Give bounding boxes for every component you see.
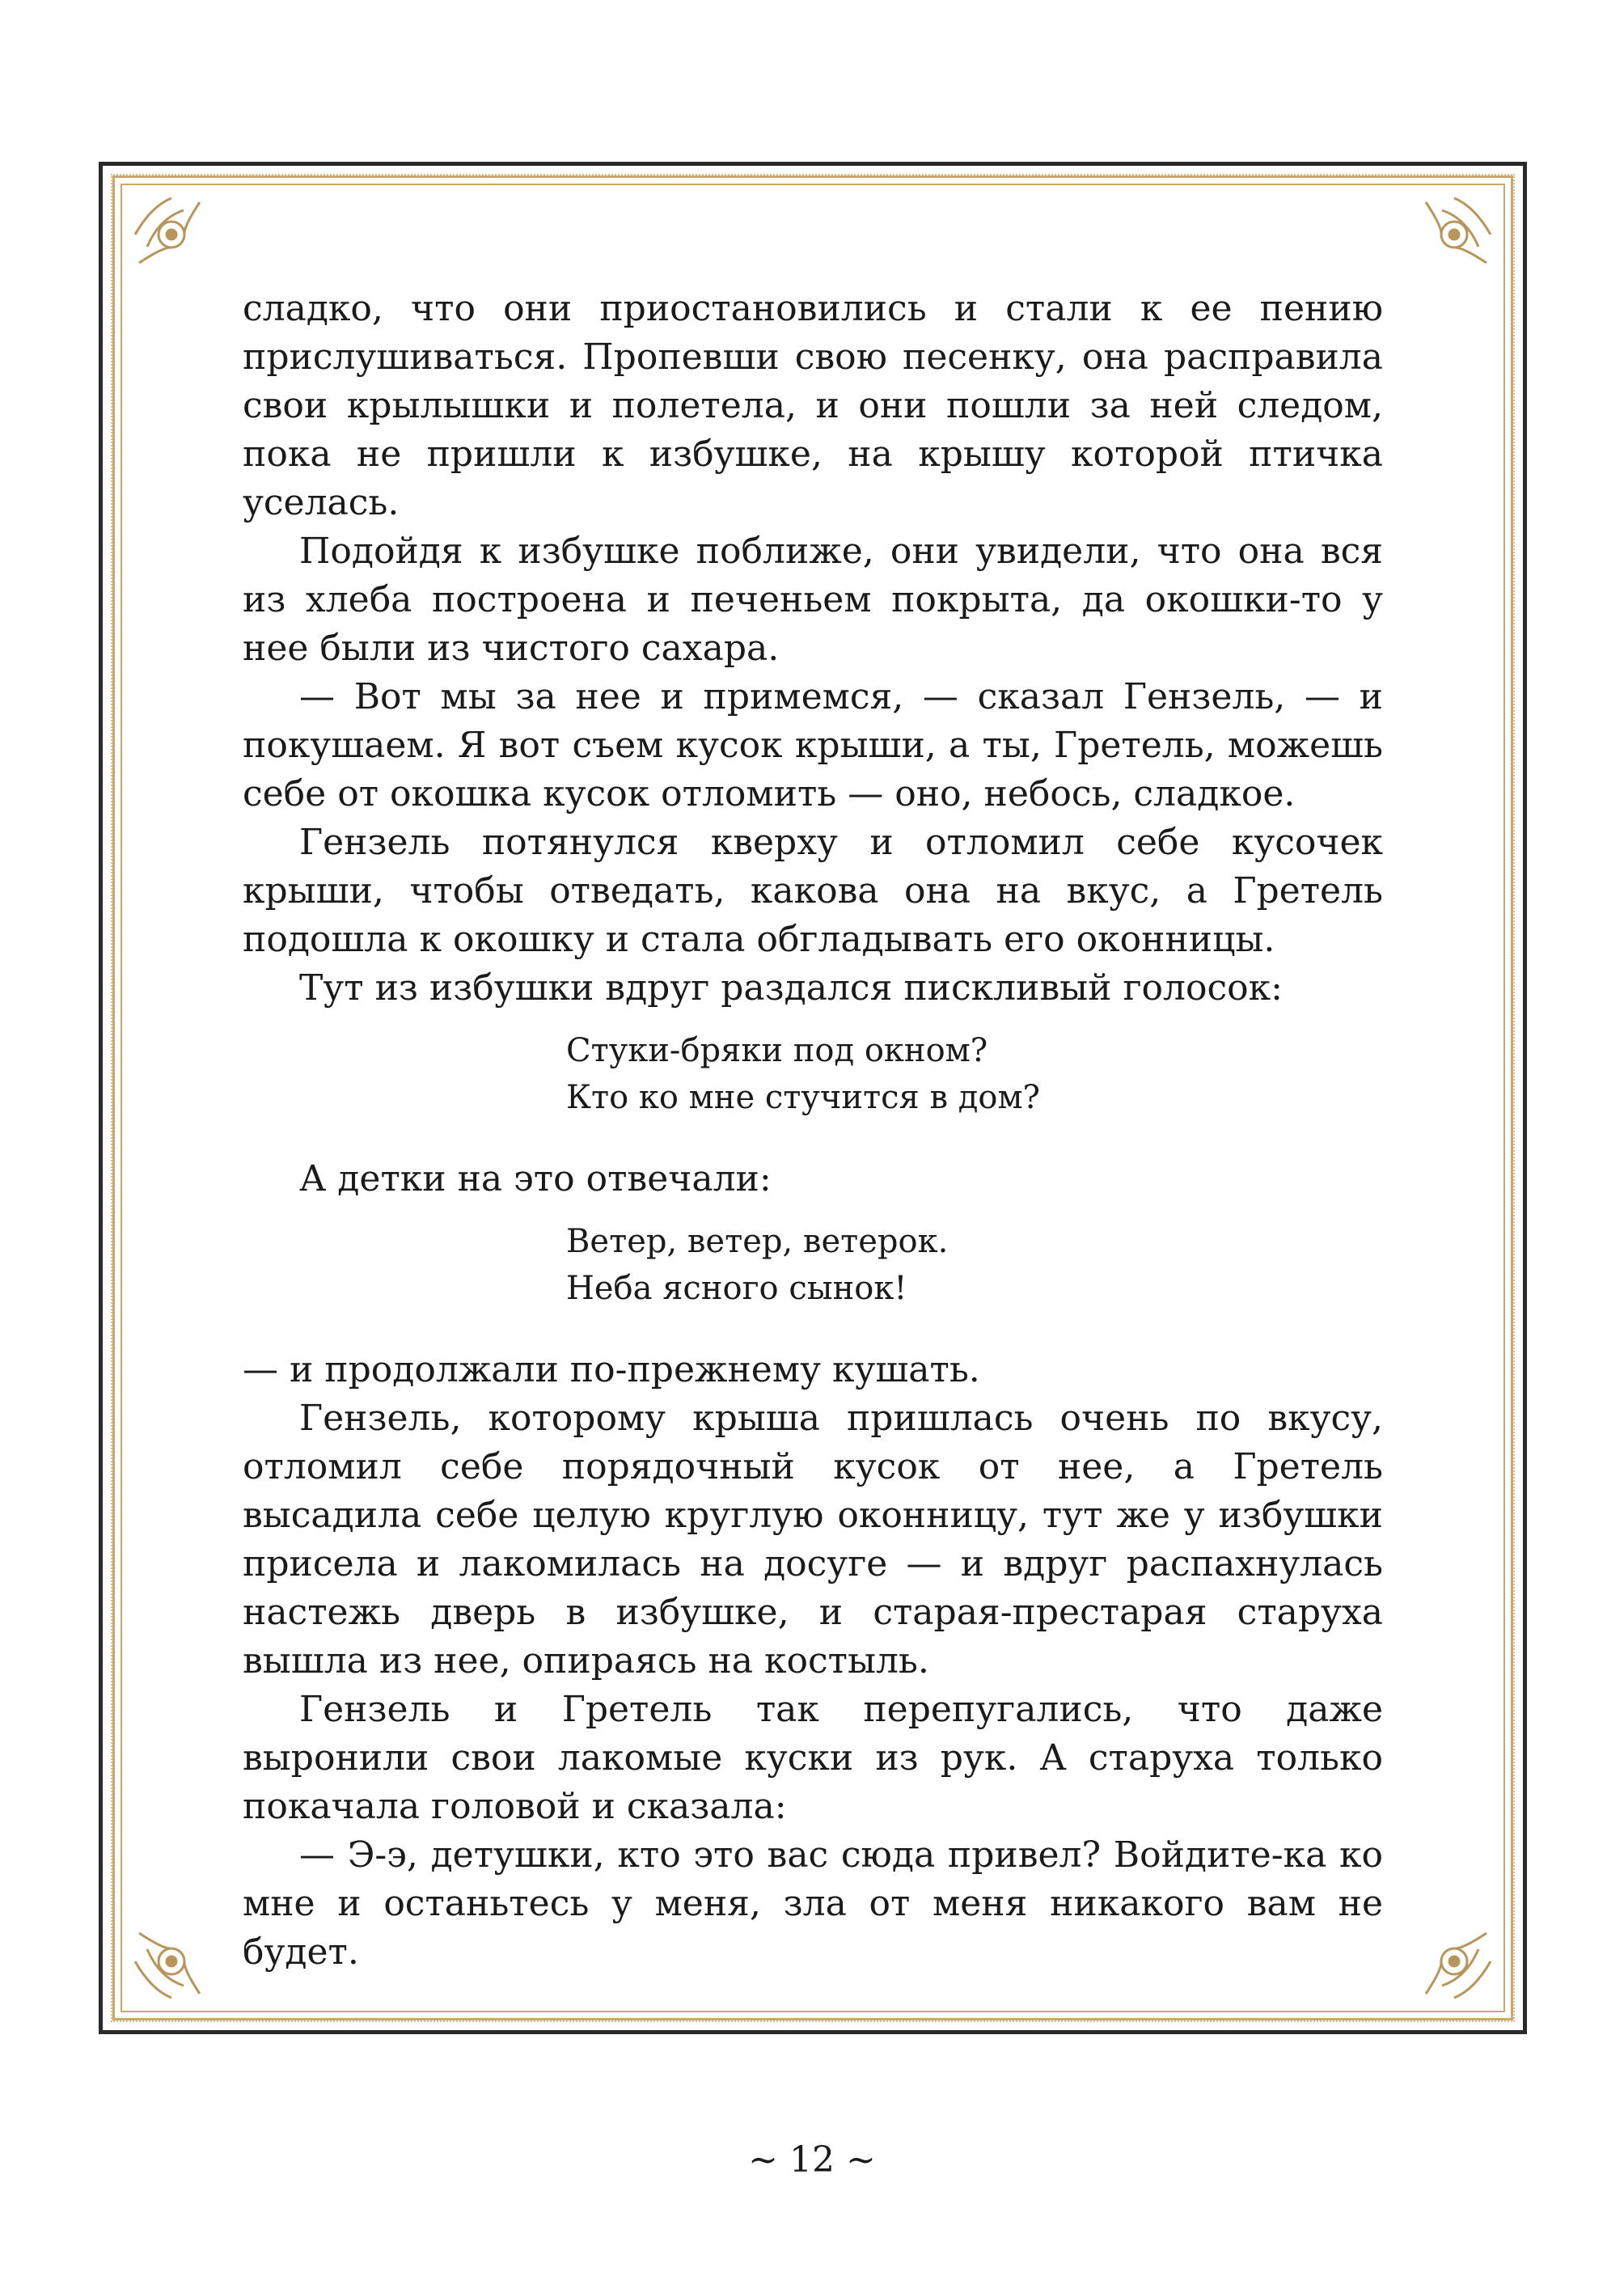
verse-block [566,1218,1383,1312]
paragraph: сладко, что они приостановились и стали к ее пению прислушиваться. Пропевши свою песенку, она расправила свои крылышки и полетела, и они пошли за ней следом, пока не пришли к избушке, на крышу которой птичка уселась. [243,288,1383,523]
verse-line: Ветер, ветер, ветерок. [566,1223,949,1260]
corner-ornament-icon [1410,1917,1499,2006]
verse-block [566,1027,1383,1121]
paragraph: — Вот мы за нее и примемся, — сказал Гензель, — и покушаем. Я вот съем кусок крыши, а ты, Гретель, можешь себе от окошка кусок отломить — оно, небось, сладкое. [243,676,1383,814]
verse-line: Стуки-бряки под окном? [566,1032,988,1069]
paragraph: — Э-э, детушки, кто это вас сюда привел? Войдите-ка ко мне и останьтесь у меня, зла от меня никакого вам не будет. [243,1834,1383,1973]
paragraph: Гензель, которому крыша пришлась очень по вкусу, отломил себе порядочный кусок от нее, а Гретель высадила себе целую круглую оконницу, тут же у избушки присела и лакомилась на досуге — и вдруг распахнулась настежь дверь в избушке, и старая-престарая старуха вышла из нее, опираясь на костыль. [243,1398,1383,1682]
verse-line: Кто ко мне стучится в дом? [566,1079,1040,1116]
paragraph: Гензель потянулся кверху и отломил себе кусочек крыши, чтобы отведать, какова она на вкус, а Гретель подошла к окошку и стала обгладывать его оконницы. [243,822,1383,960]
paragraph: Тут из избушки вдруг раздался пискливый голосок: [299,967,1283,1009]
verse-line: Неба ясного сынок! [566,1270,907,1307]
paragraph: А детки на это отвечали: [299,1158,772,1199]
corner-ornament-icon [127,1917,216,2006]
corner-ornament-icon [127,190,216,279]
paragraph: — и продолжали по-прежнему кушать. [243,1349,980,1390]
paragraph: Подойдя к избушке поближе, они увидели, что она вся из хлеба построена и печеньем покрыта, да окошки-то у нее были из чистого сахара. [243,531,1383,669]
page-number: ~ 12 ~ [748,2139,876,2181]
corner-ornament-icon [1410,190,1499,279]
paragraph: Гензель и Гретель так перепугались, что даже выронили свои лакомые куски из рук. А старуха только покачала головой и сказала: [243,1689,1383,1827]
story-text [243,285,1383,1977]
